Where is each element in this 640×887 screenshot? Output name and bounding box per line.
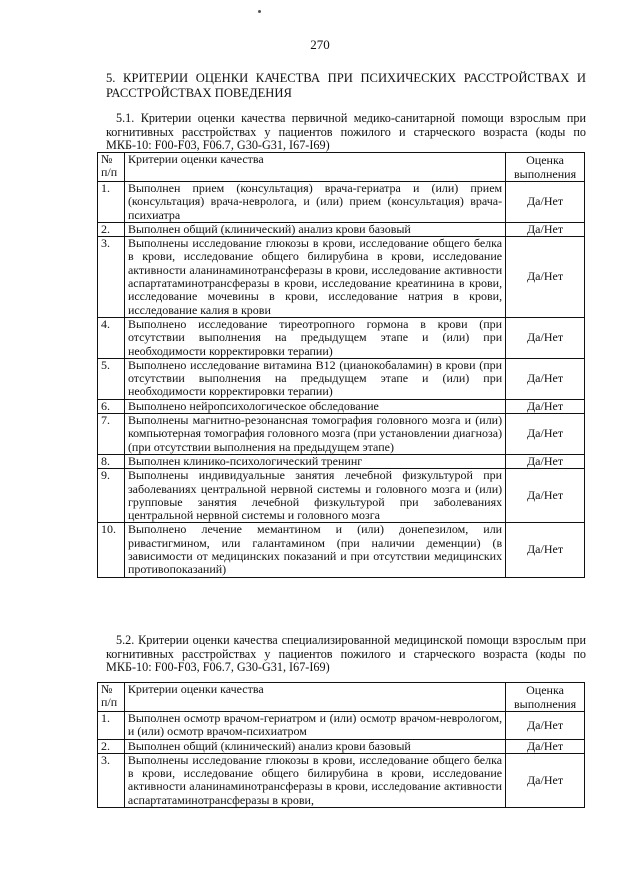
- table-row: [98, 222, 585, 236]
- table-row: [98, 454, 585, 468]
- row-number: 2.: [98, 222, 125, 236]
- table-row: [98, 237, 585, 318]
- row-evaluation: Да/Нет: [506, 739, 585, 753]
- row-number: 6.: [98, 399, 125, 413]
- row-criterion: Выполнены индивидуальные занятия лечебной физкультурой при заболеваниях центральной нервной системы и головного мозга и (или) групповые занятия лечебной физкультурой при заболеваниях центральной нервной системы и головного мозга: [124, 469, 505, 523]
- scan-speck: [258, 10, 261, 13]
- row-evaluation: Да/Нет: [506, 222, 585, 236]
- row-evaluation: Да/Нет: [506, 454, 585, 468]
- table-row: [98, 317, 585, 358]
- table-row: [98, 739, 585, 753]
- section-title: 5. КРИТЕРИИ ОЦЕНКИ КАЧЕСТВА ПРИ ПСИХИЧЕСКИХ РАССТРОЙСТВАХ И РАССТРОЙСТВАХ ПОВЕДЕНИЯ: [106, 71, 586, 100]
- row-criterion: Выполнено нейропсихологическое обследование: [124, 399, 505, 413]
- subsection-5-2-heading: 5.2. Критерии оценки качества специализированной медицинской помощи взрослым при когнитивных расстройствах у пациентов пожилого и старческого возраста (коды по МКБ-10: F00-F03, F06.7, G30-G31, I67-I69): [106, 633, 586, 674]
- row-number: 3.: [98, 237, 125, 318]
- row-number: 1.: [98, 712, 125, 740]
- row-evaluation: Да/Нет: [506, 523, 585, 577]
- row-evaluation: Да/Нет: [506, 237, 585, 318]
- row-evaluation: Да/Нет: [506, 358, 585, 399]
- row-evaluation: Да/Нет: [506, 753, 585, 807]
- table-row: [98, 469, 585, 523]
- row-evaluation: Да/Нет: [506, 317, 585, 358]
- row-criterion: Выполнено лечение мемантином и (или) донепезилом, или ривастигмином, или галантамином (при наличии деменции) (в зависимости от медицинских показаний и при отсутствии медицинских противопоказаний): [124, 523, 505, 577]
- row-evaluation: Да/Нет: [506, 414, 585, 455]
- row-number: 8.: [98, 454, 125, 468]
- row-number: 9.: [98, 469, 125, 523]
- table-row: [98, 399, 585, 413]
- row-criterion: Выполнен общий (клинический) анализ крови базовый: [124, 739, 505, 753]
- row-criterion: Выполнено исследование тиреотропного гормона в крови (при отсутствии выполнения на предыдущем этапе и (или) при необходимости корректировки терапии): [124, 317, 505, 358]
- row-number: 7.: [98, 414, 125, 455]
- row-criterion: Выполнен общий (клинический) анализ крови базовый: [124, 222, 505, 236]
- subsection-5-1-heading: 5.1. Критерии оценки качества первичной медико-санитарной помощи взрослым при когнитивных расстройствах у пациентов пожилого и старческого возраста (коды по МКБ-10: F00-F03, F06.7, G30-G31, I67-I69): [106, 111, 586, 152]
- row-evaluation: Да/Нет: [506, 712, 585, 740]
- criteria-table-5-2: [97, 682, 585, 808]
- row-evaluation: Да/Нет: [506, 399, 585, 413]
- table-header-row: [98, 153, 585, 182]
- row-criterion: Выполнены исследование глюкозы в крови, исследование общего белка в крови, исследование общего билирубина в крови, исследование активности аланинаминотрансферазы в крови, исследование активности аспартатаминотрансферазы в крови, исследование креатинина в крови, исследование мочевины в крови, исследование натрия в крови, исследование калия в крови: [124, 237, 505, 318]
- header-evaluation: Оценка выполнения: [506, 683, 585, 712]
- table-header-row: [98, 683, 585, 712]
- row-evaluation: Да/Нет: [506, 182, 585, 223]
- header-num: № п/п: [98, 683, 125, 712]
- row-criterion: Выполнены исследование глюкозы в крови, исследование общего белка в крови, исследование общего билирубина в крови, исследование активности аланинаминотрансферазы в крови, исследование активности аспартатаминотрансферазы в крови,: [124, 753, 505, 807]
- row-criterion: Выполнен прием (консультация) врача-гериатра и (или) прием (консультация) врача-невролога, и (или) прием (консультация) врача-психиатра: [124, 182, 505, 223]
- row-criterion: Выполнены магнитно-резонансная томография головного мозга и (или) компьютерная томография головного мозга (при установлении диагноза) (при отсутствии выполнения на предыдущем этапе): [124, 414, 505, 455]
- table-row: [98, 523, 585, 577]
- criteria-table-5-1: [97, 152, 585, 578]
- row-evaluation: Да/Нет: [506, 469, 585, 523]
- row-number: 2.: [98, 739, 125, 753]
- header-evaluation: Оценка выполнения: [506, 153, 585, 182]
- table-row: [98, 358, 585, 399]
- table-row: [98, 712, 585, 740]
- table-row: [98, 182, 585, 223]
- page-number: 270: [310, 37, 330, 52]
- header-num: № п/п: [98, 153, 125, 182]
- row-number: 10.: [98, 523, 125, 577]
- row-number: 3.: [98, 753, 125, 807]
- row-criterion: Выполнено исследование витамина B12 (цианокобаламин) в крови (при отсутствии выполнения на предыдущем этапе и (или) при необходимости корректировки терапии): [124, 358, 505, 399]
- row-number: 1.: [98, 182, 125, 223]
- row-criterion: Выполнен осмотр врачом-гериатром и (или) осмотр врачом-неврологом, и (или) осмотр врачом-психиатром: [124, 712, 505, 740]
- header-criteria: Критерии оценки качества: [124, 683, 505, 712]
- header-criteria: Критерии оценки качества: [124, 153, 505, 182]
- table-row: [98, 753, 585, 807]
- row-criterion: Выполнен клинико-психологический тренинг: [124, 454, 505, 468]
- row-number: 5.: [98, 358, 125, 399]
- table-row: [98, 414, 585, 455]
- row-number: 4.: [98, 317, 125, 358]
